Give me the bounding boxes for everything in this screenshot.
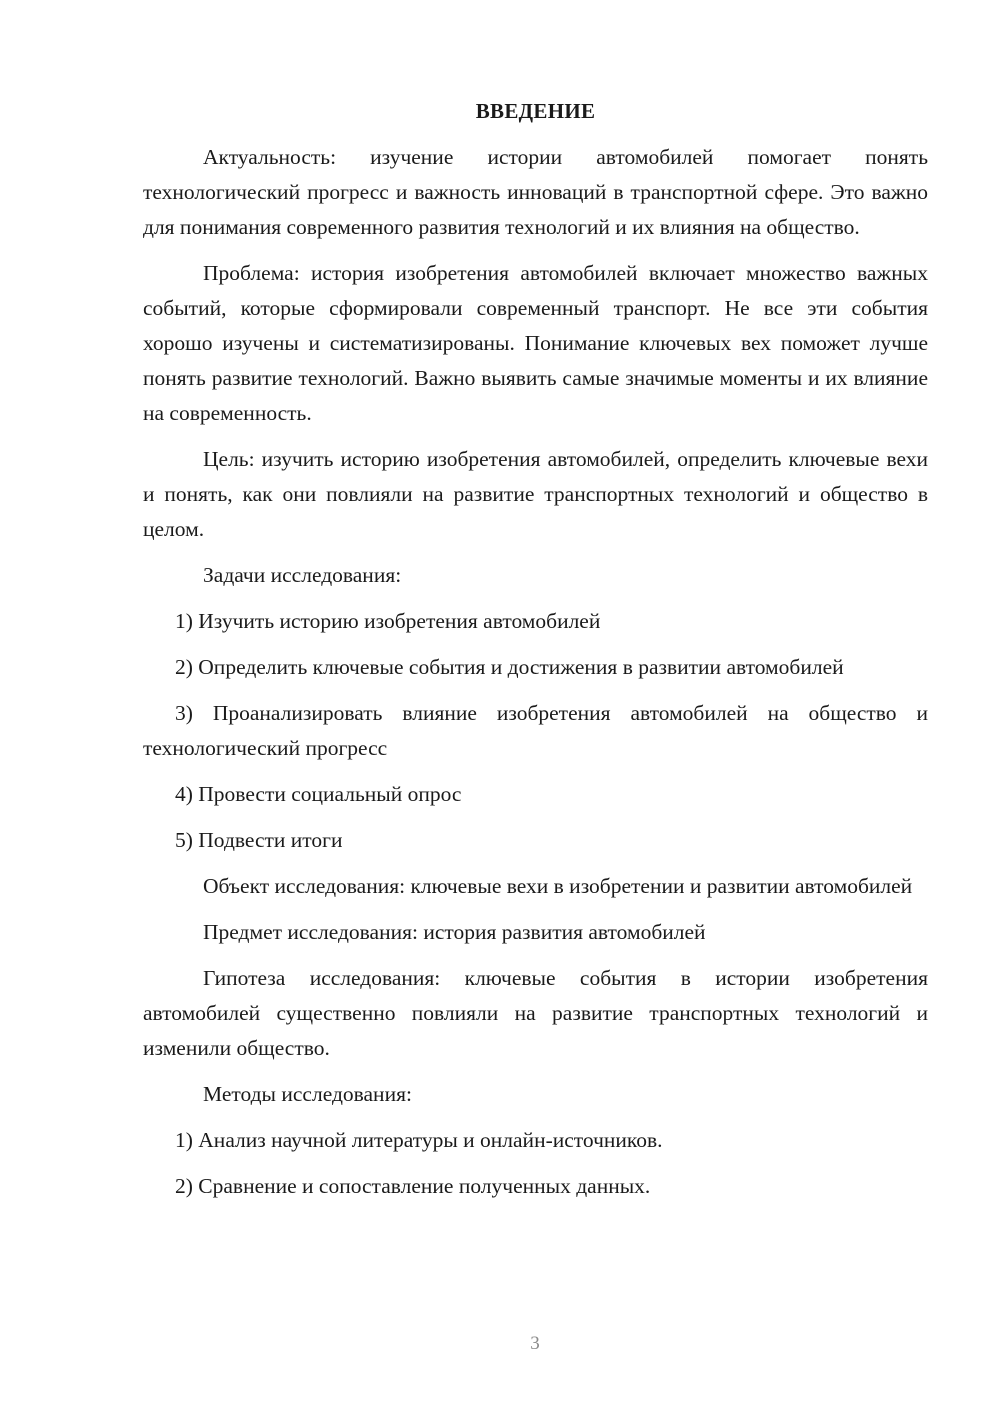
research-object: Объект исследования: ключевые вехи в изобретении и развитии автомобилей <box>203 874 913 898</box>
method-item: 1) Анализ научной литературы и онлайн-источников. <box>175 1128 663 1152</box>
paragraph-goal: Цель: изучить историю изобретения автомобилей, определить ключевые вехи и понять, как они повлияли на развитие транспортных технологий и общество в целом. <box>143 447 928 541</box>
page-number: 3 <box>530 1333 540 1354</box>
section-heading: ВВЕДЕНИЕ <box>475 99 596 123</box>
paragraph-relevance: Актуальность: изучение истории автомобилей помогает понять технологический прогресс и важность инноваций в транспортной сфере. Это важно для понимания современного развития технологий и их влияния на общество. <box>143 145 928 239</box>
task-item: 1) Изучить историю изобретения автомобилей <box>175 609 601 633</box>
research-hypothesis: Гипотеза исследования: ключевые события в истории изобретения автомобилей существенно повлияли на развитие транспортных технологий и изменили общество. <box>143 966 928 1060</box>
methods-title: Методы исследования: <box>203 1082 412 1106</box>
research-subject: Предмет исследования: история развития автомобилей <box>203 920 706 944</box>
task-item: 2) Определить ключевые события и достижения в развитии автомобилей <box>175 655 844 679</box>
task-item: 3) Проанализировать влияние изобретения автомобилей на общество и технологический прогресс <box>143 701 928 760</box>
paragraph-problem: Проблема: история изобретения автомобилей включает множество важных событий, которые сформировали современный транспорт. Не все эти события хорошо изучены и систематизированы. Понимание ключевых вех поможет лучше понять развитие технологий. Важно выявить самые значимые моменты и их влияние на современность. <box>143 261 928 425</box>
task-item: 5) Подвести итоги <box>175 828 343 852</box>
page-content <box>143 94 928 1215</box>
tasks-title: Задачи исследования: <box>203 563 402 587</box>
task-item: 4) Провести социальный опрос <box>175 782 462 806</box>
method-item: 2) Сравнение и сопоставление полученных данных. <box>175 1174 651 1198</box>
